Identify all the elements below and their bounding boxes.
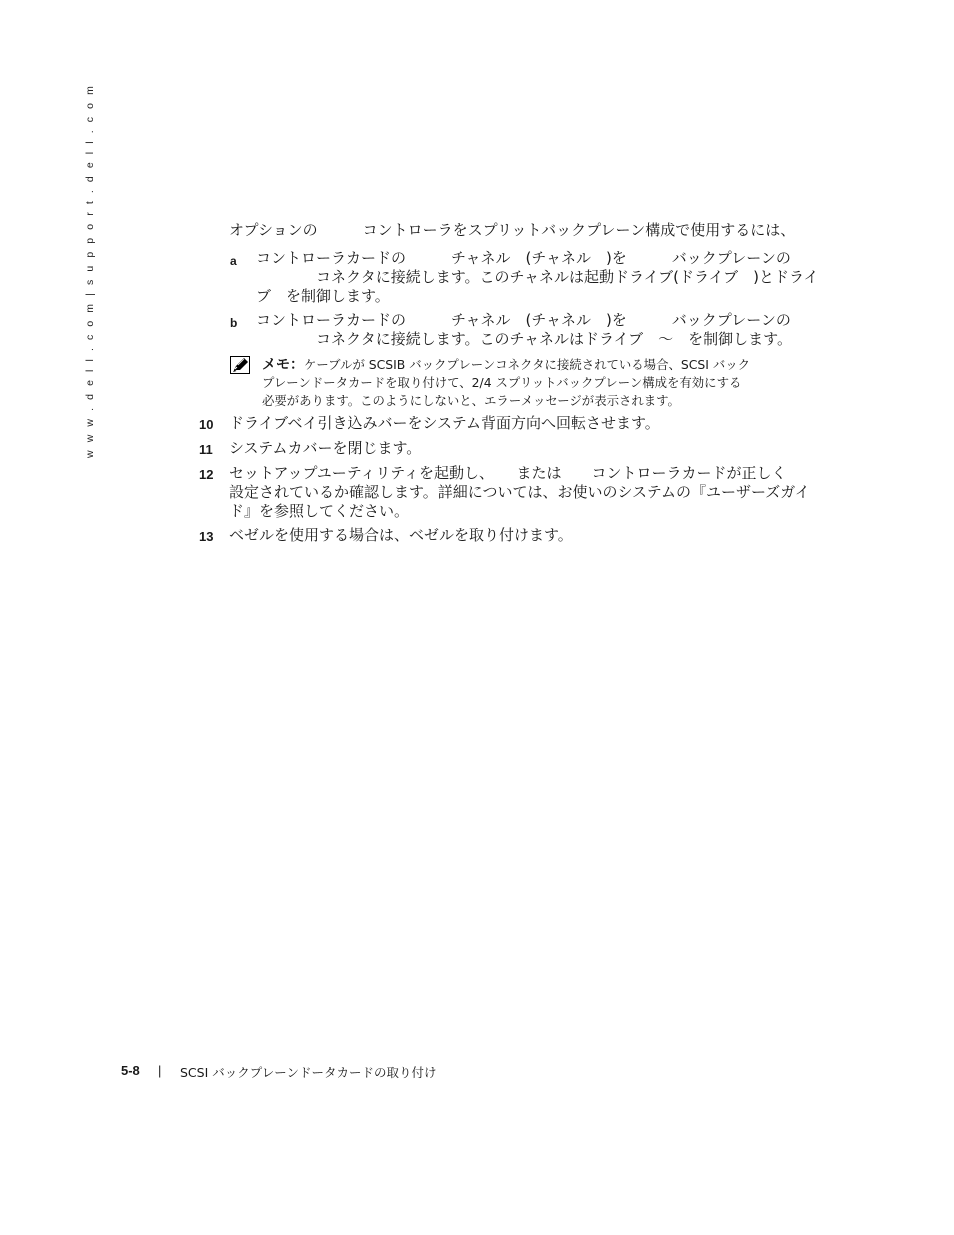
step-13-text: ベゼルを使用する場合は、ベゼルを取り付けます。 — [229, 526, 573, 544]
step-letter-b: b — [230, 316, 238, 330]
step-number-10: 10 — [199, 417, 214, 432]
step-a-line-1: コントローラカードの チャネル (チャネル )を バックプレーンの — [256, 249, 791, 267]
step-12-line-1: セットアップユーティリティを起動し、 または コントローラカードが正しく — [229, 464, 787, 482]
step-11-text: システムカバーを閉じます。 — [229, 439, 422, 457]
pencil-note-icon — [230, 356, 250, 374]
note-label: メモ： — [262, 357, 304, 373]
note-line-3: 必要があります。このようにしないと、エラーメッセージが表示されます。 — [262, 393, 680, 408]
footer-page-number: 5-8 — [121, 1063, 140, 1078]
note-line-2: プレーンドータカードを取り付けて、2/4 スプリットバックプレーン構成を有効にする — [262, 375, 742, 390]
note-line-1 — [262, 356, 750, 374]
side-url: w w w . d e l l . c o m | s u p p o r t . d e l l . c o m — [84, 83, 96, 458]
note-text — [262, 356, 750, 410]
step-a-line-3: ブ を制御します。 — [256, 287, 390, 305]
step-12-line-3: ド』を参照してください。 — [229, 502, 410, 520]
step-number-13: 13 — [199, 529, 214, 544]
intro-text: オプションの コントローラをスプリットバックプレーン構成で使用するには、 — [229, 221, 796, 239]
step-number-12: 12 — [199, 467, 214, 482]
step-letter-a: a — [230, 254, 237, 268]
footer-separator: | — [158, 1063, 162, 1078]
step-b-line-2: コネクタに接続します。このチャネルはドライブ ～ を制御します。 — [256, 330, 792, 348]
step-number-11: 11 — [199, 442, 213, 457]
step-10-text: ドライブベイ引き込みバーをシステム背面方向へ回転させます。 — [229, 414, 660, 432]
note-line-1-text: ケーブルが SCSIB バックプレーンコネクタに接続されている場合、SCSI バック — [304, 357, 750, 372]
footer-title: SCSI バックプレーンドータカードの取り付け — [180, 1065, 437, 1080]
step-b-line-1: コントローラカードの チャネル (チャネル )を バックプレーンの — [256, 311, 791, 329]
step-a-line-2: コネクタに接続します。このチャネルは起動ドライブ(ドライブ )とドライ — [256, 268, 819, 286]
step-12-line-2: 設定されているか確認します。詳細については、お使いのシステムの『ユーザーズガイ — [229, 483, 810, 501]
